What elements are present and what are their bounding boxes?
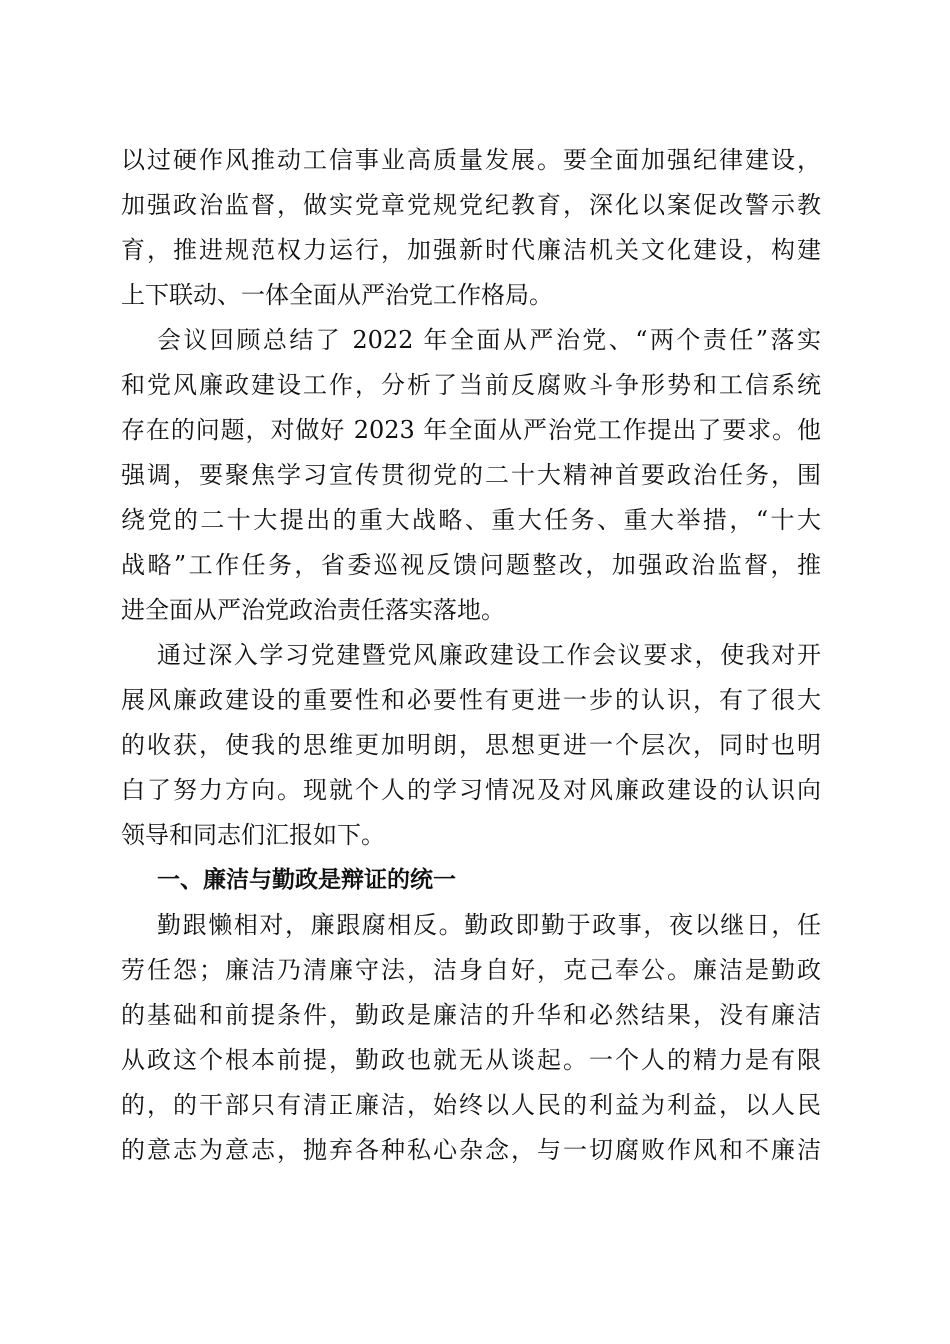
- text-line: 展风廉政建设的重要性和必要性有更进一步的认识，有了很大: [121, 686, 821, 714]
- text-line: 育，推进规范权力运行，加强新时代廉洁机关文化建设，构建: [121, 236, 821, 264]
- document-body: [121, 138, 821, 1173]
- paragraph-1: [121, 138, 821, 318]
- text-line: 和党风廉政建设工作，分析了当前反腐败斗争形势和工信系统: [121, 371, 821, 399]
- text-line: 的意志为意志，抛弃各种私心杂念，与一切腐败作风和不廉洁: [121, 1136, 821, 1164]
- text-line: 勤跟懒相对，廉跟腐相反。勤政即勤于政事，夜以继日，任: [157, 911, 821, 939]
- section-heading: 一、廉洁与勤政是辩证的统一: [157, 867, 456, 893]
- text-line: 领导和同志们汇报如下。: [121, 821, 385, 849]
- text-line: 的基础和前提条件，勤政是廉洁的升华和必然结果，没有廉洁: [121, 1001, 821, 1029]
- paragraph-4: [121, 903, 821, 1173]
- text-line: 进全面从严治党政治责任落实落地。: [121, 596, 505, 624]
- text-line: 从政这个根本前提，勤政也就无从谈起。一个人的精力是有限: [121, 1046, 821, 1074]
- paragraph-2: [121, 318, 821, 633]
- text-line: 劳任怨；廉洁乃清廉守法，洁身自好，克己奉公。廉洁是勤政: [121, 956, 821, 984]
- text-line: 的，的干部只有清正廉洁，始终以人民的利益为利益，以人民: [121, 1091, 821, 1119]
- text-line: 白了努力方向。现就个人的学习情况及对风廉政建设的认识向: [121, 776, 821, 804]
- text-line: 绕党的二十大提出的重大战略、重大任务、重大举措，“十大: [121, 506, 821, 534]
- text-line: 存在的问题，对做好 2023 年全面从严治党工作提出了要求。他: [121, 416, 821, 444]
- text-line: 强调，要聚焦学习宣传贯彻党的二十大精神首要政治任务，围: [121, 461, 821, 489]
- text-line: 上下联动、一体全面从严治党工作格局。: [121, 281, 553, 309]
- text-line: 加强政治监督，做实党章党规党纪教育，深化以案促改警示教: [121, 191, 821, 219]
- text-line: 的收获，使我的思维更加明朗，思想更进一个层次，同时也明: [121, 731, 821, 759]
- text-line: 会议回顾总结了 2022 年全面从严治党、“两个责任”落实: [157, 326, 821, 354]
- text-line: 以过硬作风推动工信事业高质量发展。要全面加强纪律建设，: [121, 146, 821, 174]
- text-line: 战略”工作任务，省委巡视反馈问题整改，加强政治监督，推: [121, 551, 821, 579]
- text-line: 通过深入学习党建暨党风廉政建设工作会议要求，使我对开: [157, 641, 821, 669]
- paragraph-3: [121, 633, 821, 858]
